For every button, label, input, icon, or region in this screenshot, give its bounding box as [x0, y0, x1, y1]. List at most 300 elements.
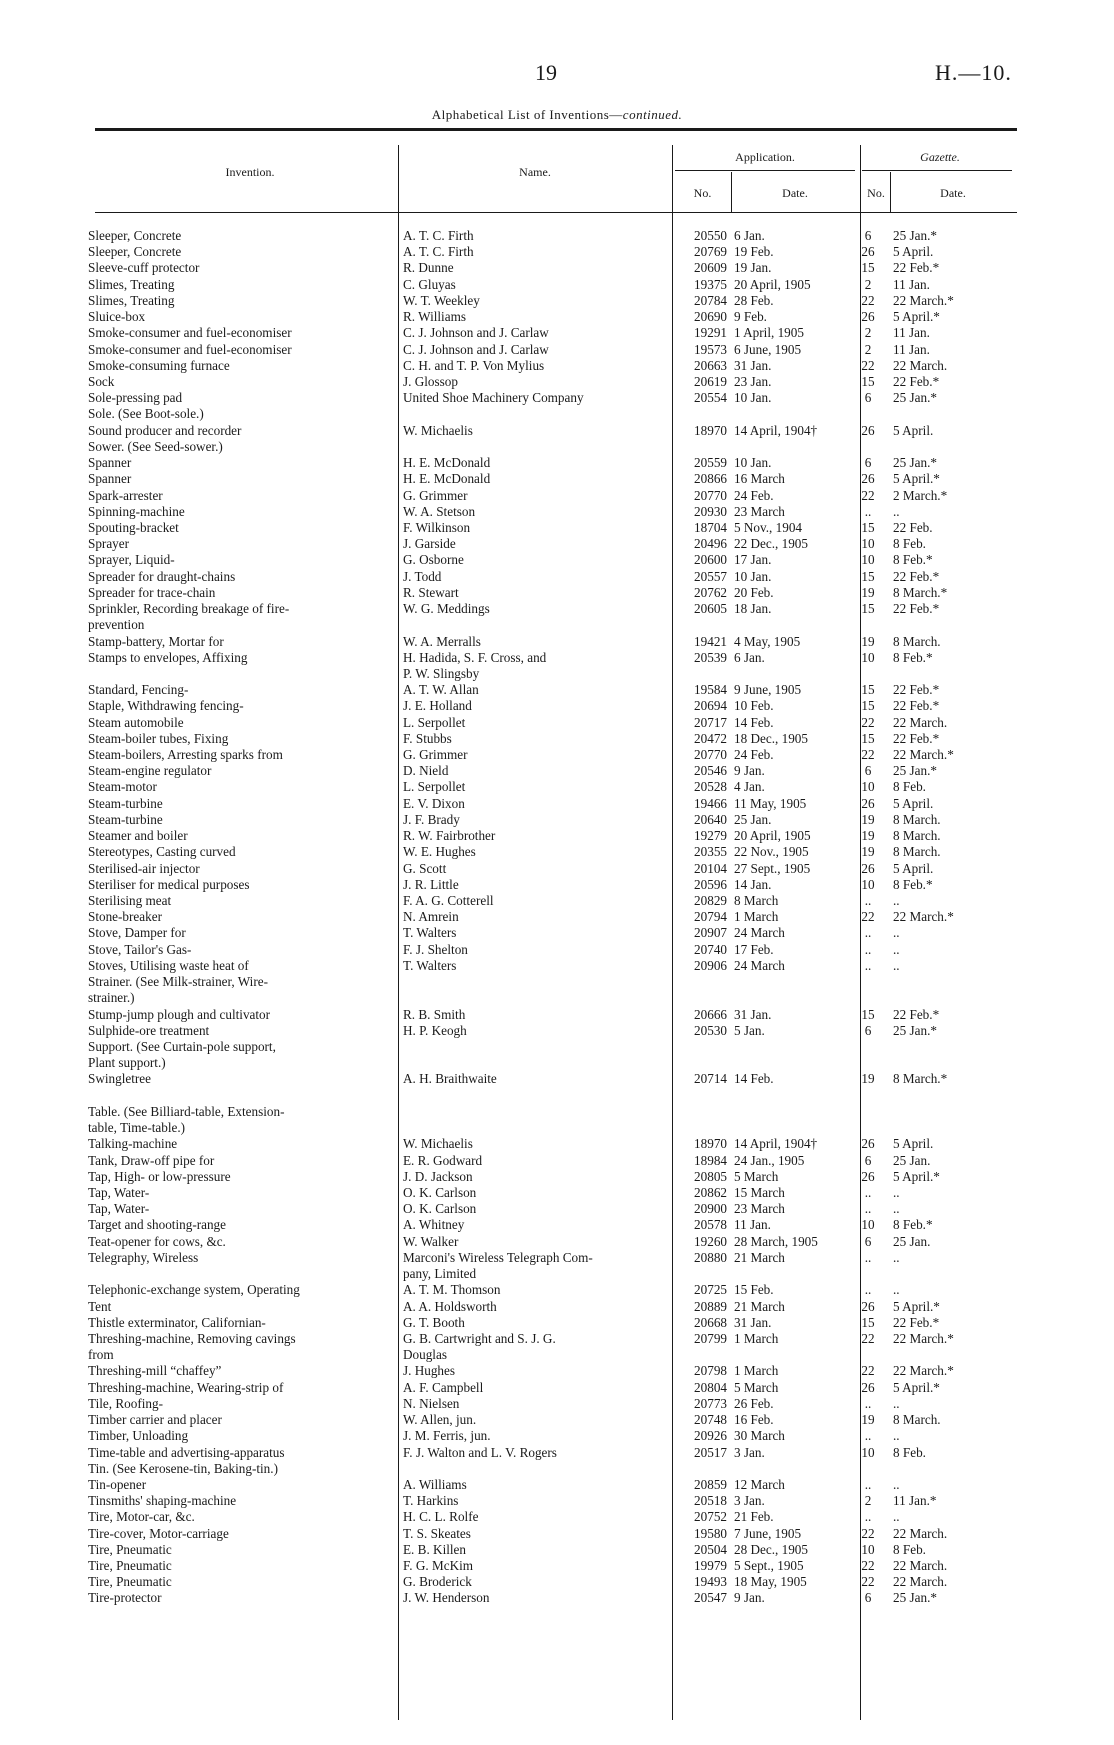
invention-cell: Standard, Fencing- [88, 682, 189, 698]
invention-cell: Stamp-battery, Mortar for [88, 633, 224, 649]
table-row [0, 1445, 1114, 1461]
invention-cell: Plant support.) [88, 1055, 166, 1071]
invention-cell: Sleeve-cuff protector [88, 260, 200, 276]
app-no-cell: 20546 [694, 763, 727, 779]
gazette-no-cell: .. [864, 1249, 872, 1265]
table-row [0, 309, 1114, 325]
table-row [0, 1477, 1114, 1493]
gazette-no-cell: 15 [861, 682, 875, 698]
gazette-no-cell: 19 [861, 584, 875, 600]
invention-cell: Spouting-bracket [88, 519, 179, 535]
gazette-no-cell: 19 [861, 828, 875, 844]
app-date-cell: 7 June, 1905 [734, 1525, 802, 1541]
table-row [0, 1428, 1114, 1444]
table-row [0, 666, 1114, 682]
gazette-date-cell: 22 March.* [893, 1363, 954, 1379]
gazette-no-cell: 19 [861, 1412, 875, 1428]
name-cell: R. Stewart [403, 584, 459, 600]
table-row [0, 1023, 1114, 1039]
gazette-no-cell: 15 [861, 373, 875, 389]
gazette-date-cell: 5 April.* [893, 1168, 940, 1184]
gazette-date-cell: 8 Feb. [893, 779, 926, 795]
name-cell: C. J. Johnson and J. Carlaw [403, 341, 549, 357]
invention-cell: Steam-boilers, Arresting sparks from [88, 747, 283, 763]
name-cell: A. A. Holdsworth [403, 1298, 497, 1314]
app-no-cell: 20557 [694, 568, 727, 584]
name-cell: N. Nielsen [403, 1395, 460, 1411]
header-app-no: No. [693, 186, 712, 200]
app-no-cell: 20472 [694, 730, 727, 746]
app-date-cell: 9 Feb. [734, 309, 767, 325]
app-no-cell: 20714 [694, 1071, 727, 1087]
table-row [0, 1331, 1114, 1347]
gazette-no-cell: .. [864, 1395, 872, 1411]
gazette-no-cell: 6 [864, 1152, 872, 1168]
gazette-no-cell: 15 [861, 519, 875, 535]
table-row [0, 293, 1114, 309]
app-no-cell: 20862 [694, 1184, 727, 1200]
app-no-cell: 20690 [694, 309, 727, 325]
gazette-no-cell: .. [864, 1428, 872, 1444]
app-date-cell: 17 Jan. [734, 552, 772, 568]
gazette-date-cell: 22 March.* [893, 1330, 954, 1346]
invention-cell: Smoke-consumer and fuel-economiser [88, 325, 292, 341]
gazette-date-cell: 8 Feb.* [893, 1217, 933, 1233]
app-date-cell: 9 Jan. [734, 1590, 765, 1606]
gazette-no-cell: 6 [864, 390, 872, 406]
table-row [0, 909, 1114, 925]
invention-cell: Stove, Damper for [88, 925, 186, 941]
gazette-no-cell: .. [864, 503, 872, 519]
name-cell: Marconi's Wireless Telegraph Com- [403, 1249, 593, 1265]
gazette-date-cell: 22 Feb.* [893, 698, 940, 714]
app-no-cell: 20640 [694, 811, 727, 827]
app-no-cell: 20694 [694, 698, 727, 714]
name-cell: T. Harkins [403, 1493, 459, 1509]
gazette-date-cell: 8 March. [893, 1412, 941, 1428]
gazette-no-cell: .. [864, 1282, 872, 1298]
gazette-no-cell: 22 [861, 1330, 875, 1346]
name-cell: W. A. Stetson [403, 503, 476, 519]
app-date-cell: 5 March [734, 1168, 779, 1184]
table-row [0, 277, 1114, 293]
gazette-date-cell: .. [893, 1428, 900, 1444]
table-row [0, 228, 1114, 244]
invention-cell: Sterilising meat [88, 893, 172, 909]
table-row [0, 1185, 1114, 1201]
invention-cell: Sound producer and recorder [88, 422, 242, 438]
name-cell: G. Grimmer [403, 487, 468, 503]
gazette-no-cell: 10 [861, 1444, 875, 1460]
name-cell: J. Garside [403, 536, 456, 552]
invention-cell: Stump-jump plough and cultivator [88, 1006, 271, 1022]
invention-cell: Timber, Unloading [88, 1428, 189, 1444]
gazette-no-cell: 26 [861, 309, 875, 325]
gazette-date-cell: .. [893, 1395, 900, 1411]
app-no-cell: 19421 [694, 633, 727, 649]
app-no-cell: 20804 [694, 1379, 727, 1395]
app-no-cell: 20805 [694, 1168, 727, 1184]
gazette-no-cell: 26 [861, 1379, 875, 1395]
app-date-cell: 24 Feb. [734, 487, 774, 503]
name-cell: G. Broderick [403, 1574, 472, 1590]
name-cell: F. A. G. Cotterell [403, 893, 494, 909]
app-date-cell: 31 Jan. [734, 357, 772, 373]
page-number: 19 [535, 60, 557, 85]
gazette-no-cell: 6 [864, 1590, 872, 1606]
gazette-no-cell: 22 [861, 1525, 875, 1541]
gazette-date-cell: 22 Feb.* [893, 601, 940, 617]
header-invention: Invention. [225, 165, 275, 179]
app-date-cell: 3 Jan. [734, 1493, 765, 1509]
app-date-cell: 20 April, 1905 [734, 828, 811, 844]
name-cell: J. Glossop [403, 373, 458, 389]
app-no-cell: 20663 [694, 357, 727, 373]
gazette-date-cell: 8 Feb. [893, 1541, 926, 1557]
table-row [0, 682, 1114, 698]
app-no-cell: 20596 [694, 876, 727, 892]
name-cell: G. B. Cartwright and S. J. G. [403, 1330, 556, 1346]
name-cell: J. E. Holland [403, 698, 472, 714]
name-cell: T. Walters [403, 925, 457, 941]
invention-cell: Tank, Draw-off pipe for [88, 1152, 215, 1168]
app-date-cell: 24 March [734, 957, 785, 973]
gazette-date-cell: .. [893, 1249, 900, 1265]
app-no-cell: 20539 [694, 649, 727, 665]
name-cell: A. T. W. Allan [403, 682, 479, 698]
app-date-cell: 1 March [734, 1330, 779, 1346]
app-no-cell: 19493 [694, 1574, 727, 1590]
app-no-cell: 19375 [694, 276, 727, 292]
gazette-no-cell: 2 [864, 276, 872, 292]
table-row [0, 974, 1114, 990]
app-date-cell: 22 Dec., 1905 [734, 536, 808, 552]
invention-cell: Tin-opener [88, 1476, 147, 1492]
name-cell: E. R. Godward [403, 1152, 483, 1168]
gazette-no-cell: 22 [861, 1558, 875, 1574]
gazette-date-cell: 5 April. [893, 244, 934, 260]
gazette-date-cell: 25 Jan.* [893, 1022, 937, 1038]
gazette-date-cell: 8 March. [893, 828, 941, 844]
table-row [0, 1590, 1114, 1606]
app-date-cell: 21 Feb. [734, 1509, 774, 1525]
gazette-date-cell: 25 Jan.* [893, 763, 937, 779]
app-no-cell: 19260 [694, 1233, 727, 1249]
gazette-date-cell: 22 March.* [893, 909, 954, 925]
app-date-cell: 31 Jan. [734, 1006, 772, 1022]
gazette-no-cell: .. [864, 893, 872, 909]
table-row [0, 569, 1114, 585]
document-reference: H.—10. [935, 60, 1012, 85]
table-row [0, 1007, 1114, 1023]
app-date-cell: 16 Feb. [734, 1412, 774, 1428]
name-cell: F. Stubbs [403, 730, 452, 746]
header-gazette-no: No. [867, 186, 885, 200]
app-date-cell: 28 March, 1905 [734, 1233, 818, 1249]
name-cell: F. G. McKim [403, 1558, 474, 1574]
invention-cell: Telephonic-exchange system, Operating [88, 1282, 300, 1298]
app-date-cell: 21 March [734, 1249, 785, 1265]
gazette-date-cell: 22 March.* [893, 747, 954, 763]
app-no-cell: 19979 [694, 1558, 727, 1574]
table-row [0, 1380, 1114, 1396]
app-no-cell: 20547 [694, 1590, 727, 1606]
invention-cell: Sole. (See Boot-sole.) [88, 406, 204, 422]
app-date-cell: 23 March [734, 1201, 785, 1217]
gazette-no-cell: 22 [861, 909, 875, 925]
invention-cell: Sock [88, 373, 115, 389]
name-cell: A. Whitney [403, 1217, 465, 1233]
app-date-cell: 23 March [734, 503, 785, 519]
app-date-cell: 23 Jan. [734, 373, 772, 389]
table-row [0, 504, 1114, 520]
table-row [0, 1104, 1114, 1120]
gazette-date-cell: 22 March. [893, 714, 948, 730]
gazette-date-cell: 22 Feb.* [893, 373, 940, 389]
invention-cell: Sole-pressing pad [88, 390, 183, 406]
table-row [0, 423, 1114, 439]
name-cell: H. E. McDonald [403, 471, 491, 487]
app-date-cell: 31 Jan. [734, 1314, 772, 1330]
app-no-cell: 20609 [694, 260, 727, 276]
table-row [0, 1363, 1114, 1379]
app-date-cell: 14 April, 1904† [734, 422, 818, 438]
name-cell: E. B. Killen [403, 1541, 467, 1557]
app-no-cell: 20907 [694, 925, 727, 941]
app-date-cell: 16 March [734, 471, 785, 487]
gazette-date-cell: 25 Jan.* [893, 1590, 937, 1606]
table-row [0, 1250, 1114, 1266]
gazette-date-cell: 11 Jan. [893, 276, 930, 292]
gazette-no-cell: .. [864, 1201, 872, 1217]
app-date-cell: 22 Nov., 1905 [734, 844, 809, 860]
name-cell: L. Serpollet [403, 779, 466, 795]
app-date-cell: 15 Feb. [734, 1282, 774, 1298]
app-date-cell: 4 Jan. [734, 779, 765, 795]
invention-cell: Sluice-box [88, 309, 146, 325]
name-cell: J. M. Ferris, jun. [403, 1428, 491, 1444]
app-date-cell: 5 Nov., 1904 [734, 519, 803, 535]
app-no-cell: 20518 [694, 1493, 727, 1509]
gazette-date-cell: 22 March. [893, 1525, 948, 1541]
gazette-date-cell: 5 April.* [893, 471, 940, 487]
app-no-cell: 20666 [694, 1006, 727, 1022]
app-date-cell: 5 March [734, 1379, 779, 1395]
invention-cell: Time-table and advertising-apparatus [88, 1444, 285, 1460]
gazette-date-cell: .. [893, 941, 900, 957]
gazette-no-cell: .. [864, 941, 872, 957]
app-no-cell: 20717 [694, 714, 727, 730]
table-row [0, 1055, 1114, 1071]
gazette-date-cell: 8 Feb. [893, 536, 926, 552]
table-row [0, 552, 1114, 568]
app-no-cell: 20530 [694, 1022, 727, 1038]
invention-cell: Timber carrier and placer [88, 1412, 222, 1428]
name-cell: W. A. Merralls [403, 633, 481, 649]
name-cell: J. Todd [403, 568, 442, 584]
gazette-date-cell: 22 Feb.* [893, 1006, 940, 1022]
gazette-date-cell: .. [893, 503, 900, 519]
table-row [0, 1217, 1114, 1233]
gazette-no-cell: 26 [861, 1298, 875, 1314]
invention-cell: Smoke-consuming furnace [88, 357, 230, 373]
app-no-cell: 20619 [694, 373, 727, 389]
invention-cell: Spreader for draught-chains [88, 568, 236, 584]
invention-cell: prevention [88, 617, 145, 633]
app-no-cell: 20752 [694, 1509, 727, 1525]
app-date-cell: 14 Feb. [734, 714, 774, 730]
invention-cell: Stereotypes, Casting curved [88, 844, 236, 860]
invention-cell: Stoves, Utilising waste heat of [88, 957, 249, 973]
invention-cell: Sprayer, Liquid- [88, 552, 175, 568]
gazette-no-cell: 22 [861, 357, 875, 373]
gazette-no-cell: .. [864, 1476, 872, 1492]
gazette-date-cell: .. [893, 1476, 900, 1492]
app-no-cell: 20496 [694, 536, 727, 552]
app-no-cell: 20880 [694, 1249, 727, 1265]
invention-cell: Tire-protector [88, 1590, 162, 1606]
app-no-cell: 20829 [694, 893, 727, 909]
table-row [0, 828, 1114, 844]
app-no-cell: 20859 [694, 1476, 727, 1492]
name-cell: O. K. Carlson [403, 1184, 477, 1200]
invention-cell: Tap, Water- [88, 1201, 150, 1217]
table-row [0, 1558, 1114, 1574]
gazette-no-cell: 2 [864, 1493, 872, 1509]
invention-cell: Table. (See Billiard-table, Extension- [88, 1103, 285, 1119]
app-no-cell: 20900 [694, 1201, 727, 1217]
name-cell: N. Amrein [403, 909, 459, 925]
gazette-date-cell: 22 March. [893, 1558, 948, 1574]
app-no-cell: 20605 [694, 601, 727, 617]
gazette-date-cell: .. [893, 957, 900, 973]
table-row [0, 796, 1114, 812]
gazette-no-cell: 22 [861, 714, 875, 730]
table-row [0, 747, 1114, 763]
gazette-no-cell: 10 [861, 536, 875, 552]
table-row [0, 1574, 1114, 1590]
table-row [0, 942, 1114, 958]
gazette-date-cell: 5 April. [893, 795, 934, 811]
app-date-cell: 6 Jan. [734, 228, 765, 243]
table-row [0, 1266, 1114, 1282]
gazette-no-cell: 22 [861, 1363, 875, 1379]
app-date-cell: 5 Jan. [734, 1022, 765, 1038]
gazette-no-cell: 10 [861, 779, 875, 795]
invention-cell: Stamps to envelopes, Affixing [88, 649, 248, 665]
table-row [0, 1347, 1114, 1363]
app-no-cell: 18970 [694, 1136, 727, 1152]
gazette-no-cell: 6 [864, 228, 872, 243]
gazette-no-cell: 26 [861, 244, 875, 260]
app-no-cell: 18984 [694, 1152, 727, 1168]
app-no-cell: 20794 [694, 909, 727, 925]
title-continued: continued. [622, 107, 683, 122]
app-no-cell: 18704 [694, 519, 727, 535]
gazette-no-cell: 10 [861, 1217, 875, 1233]
table-row [0, 893, 1114, 909]
invention-cell: Threshing-machine, Removing cavings [88, 1330, 296, 1346]
invention-cell: from [88, 1347, 114, 1363]
table-row [0, 585, 1114, 601]
gazette-no-cell: 6 [864, 1022, 872, 1038]
application-rule [675, 170, 855, 171]
name-cell: G. Osborne [403, 552, 464, 568]
app-date-cell: 3 Jan. [734, 1444, 765, 1460]
app-no-cell: 20866 [694, 471, 727, 487]
gazette-no-cell: 26 [861, 422, 875, 438]
name-cell: R. W. Fairbrother [403, 828, 496, 844]
table-row [0, 390, 1114, 406]
invention-cell: table, Time-table.) [88, 1120, 186, 1136]
app-date-cell: 1 March [734, 909, 779, 925]
table-row [0, 958, 1114, 974]
app-date-cell: 6 Jan. [734, 649, 765, 665]
gazette-no-cell: 15 [861, 568, 875, 584]
name-cell: C. H. and T. P. Von Mylius [403, 357, 545, 373]
gazette-date-cell: 11 Jan. [893, 341, 930, 357]
header-application: Application. [735, 150, 795, 164]
app-date-cell: 20 Feb. [734, 584, 774, 600]
invention-cell: Teat-opener for cows, &c. [88, 1233, 226, 1249]
app-date-cell: 11 May, 1905 [734, 795, 807, 811]
app-date-cell: 24 March [734, 925, 785, 941]
table-row [0, 1201, 1114, 1217]
name-cell: W. G. Meddings [403, 601, 490, 617]
name-cell: J. F. Brady [403, 811, 460, 827]
app-no-cell: 20799 [694, 1330, 727, 1346]
app-no-cell: 20355 [694, 844, 727, 860]
name-cell: F. J. Walton and L. V. Rogers [403, 1444, 557, 1460]
app-no-cell: 19466 [694, 795, 727, 811]
name-cell: A. Williams [403, 1476, 467, 1492]
gazette-date-cell: .. [893, 893, 900, 909]
table-row [0, 358, 1114, 374]
app-date-cell: 27 Sept., 1905 [734, 860, 811, 876]
name-cell: J. D. Jackson [403, 1168, 473, 1184]
gazette-no-cell: 2 [864, 341, 872, 357]
name-cell: E. V. Dixon [403, 795, 465, 811]
name-cell: A. T. M. Thomson [403, 1282, 501, 1298]
app-date-cell: 26 Feb. [734, 1395, 774, 1411]
invention-cell: Tap, Water- [88, 1184, 150, 1200]
app-no-cell: 20784 [694, 292, 727, 308]
invention-cell: Sprayer [88, 536, 130, 552]
app-no-cell: 19291 [694, 325, 727, 341]
gazette-no-cell: 22 [861, 1574, 875, 1590]
invention-cell: Target and shooting-range [88, 1217, 226, 1233]
name-cell: pany, Limited [403, 1266, 477, 1282]
gazette-no-cell: 6 [864, 763, 872, 779]
invention-cell: Thistle exterminator, Californian- [88, 1314, 266, 1330]
app-date-cell: 9 Jan. [734, 763, 765, 779]
table-row [0, 1120, 1114, 1136]
table-row [0, 455, 1114, 471]
gazette-date-cell: 22 March. [893, 357, 948, 373]
name-cell: C. J. Johnson and J. Carlaw [403, 325, 549, 341]
header-bottom-rule [95, 212, 1017, 213]
gazette-date-cell: 22 Feb.* [893, 682, 940, 698]
app-date-cell: 20 April, 1905 [734, 276, 811, 292]
table-row [0, 244, 1114, 260]
gazette-date-cell: 25 Jan.* [893, 228, 937, 243]
app-date-cell: 4 May, 1905 [734, 633, 801, 649]
app-date-cell: 19 Jan. [734, 260, 772, 276]
app-no-cell: 20600 [694, 552, 727, 568]
app-no-cell: 20773 [694, 1395, 727, 1411]
invention-cell: Sterilised-air injector [88, 860, 200, 876]
app-date-cell: 18 May, 1905 [734, 1574, 807, 1590]
